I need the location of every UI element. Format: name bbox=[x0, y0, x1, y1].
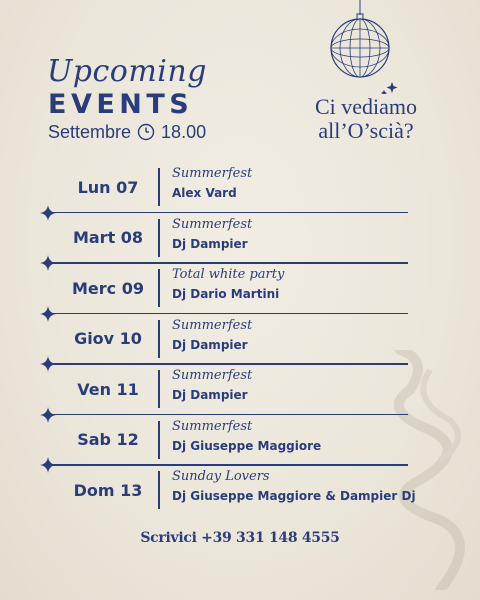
event-name: Summerfest bbox=[172, 317, 253, 333]
event-name: Summerfest bbox=[172, 166, 253, 181]
event-row bbox=[48, 162, 408, 212]
event-day: Giov 10 bbox=[74, 329, 142, 348]
row-divider bbox=[158, 269, 160, 307]
event-day: Mart 08 bbox=[72, 228, 144, 247]
slogan-line-1: Ci vediamo bbox=[314, 94, 418, 119]
event-name: Total white party bbox=[172, 267, 285, 282]
event-artist: Dj Giuseppe Maggiore & Dampier Dj bbox=[172, 489, 416, 503]
row-divider bbox=[158, 168, 160, 206]
event-artist: Dj Giuseppe Maggiore bbox=[172, 438, 322, 453]
event-day: Merc 09 bbox=[72, 278, 144, 298]
event-artist: Dj Dampier bbox=[172, 388, 248, 402]
event-name: Sunday Lovers bbox=[172, 469, 270, 484]
event-name: Summerfest bbox=[172, 368, 253, 383]
event-artist: Dj Dampier bbox=[172, 236, 248, 251]
contact-phone: Scrivici +39 331 148 4555 bbox=[140, 530, 340, 546]
event-row bbox=[48, 364, 408, 414]
month-label: Settembre bbox=[48, 122, 132, 142]
event-day: Lun 07 bbox=[77, 177, 139, 197]
event-name: Summerfest bbox=[172, 418, 253, 434]
event-artist: Dj Dario Martini bbox=[172, 287, 280, 301]
event-row bbox=[48, 314, 408, 364]
event-row bbox=[48, 415, 408, 465]
event-day: Sab 12 bbox=[77, 430, 139, 449]
event-row bbox=[48, 213, 408, 263]
slogan-line-2: all’O’scià? bbox=[318, 118, 414, 143]
event-day: Dom 13 bbox=[73, 480, 143, 500]
row-divider bbox=[158, 320, 160, 358]
row-divider bbox=[158, 421, 160, 459]
event-name: Summerfest bbox=[172, 216, 253, 232]
event-row bbox=[48, 465, 416, 515]
event-artist: Dj Dampier bbox=[172, 337, 248, 352]
row-divider bbox=[158, 370, 160, 408]
time-label: 18.00 bbox=[161, 122, 207, 142]
title-events: EVENTS bbox=[48, 89, 194, 120]
event-day: Ven 11 bbox=[77, 379, 139, 399]
row-divider bbox=[158, 219, 160, 257]
row-divider bbox=[158, 471, 160, 509]
event-artist: Alex Vard bbox=[172, 186, 237, 200]
event-row bbox=[48, 263, 408, 313]
title-upcoming: Upcoming bbox=[47, 54, 207, 89]
